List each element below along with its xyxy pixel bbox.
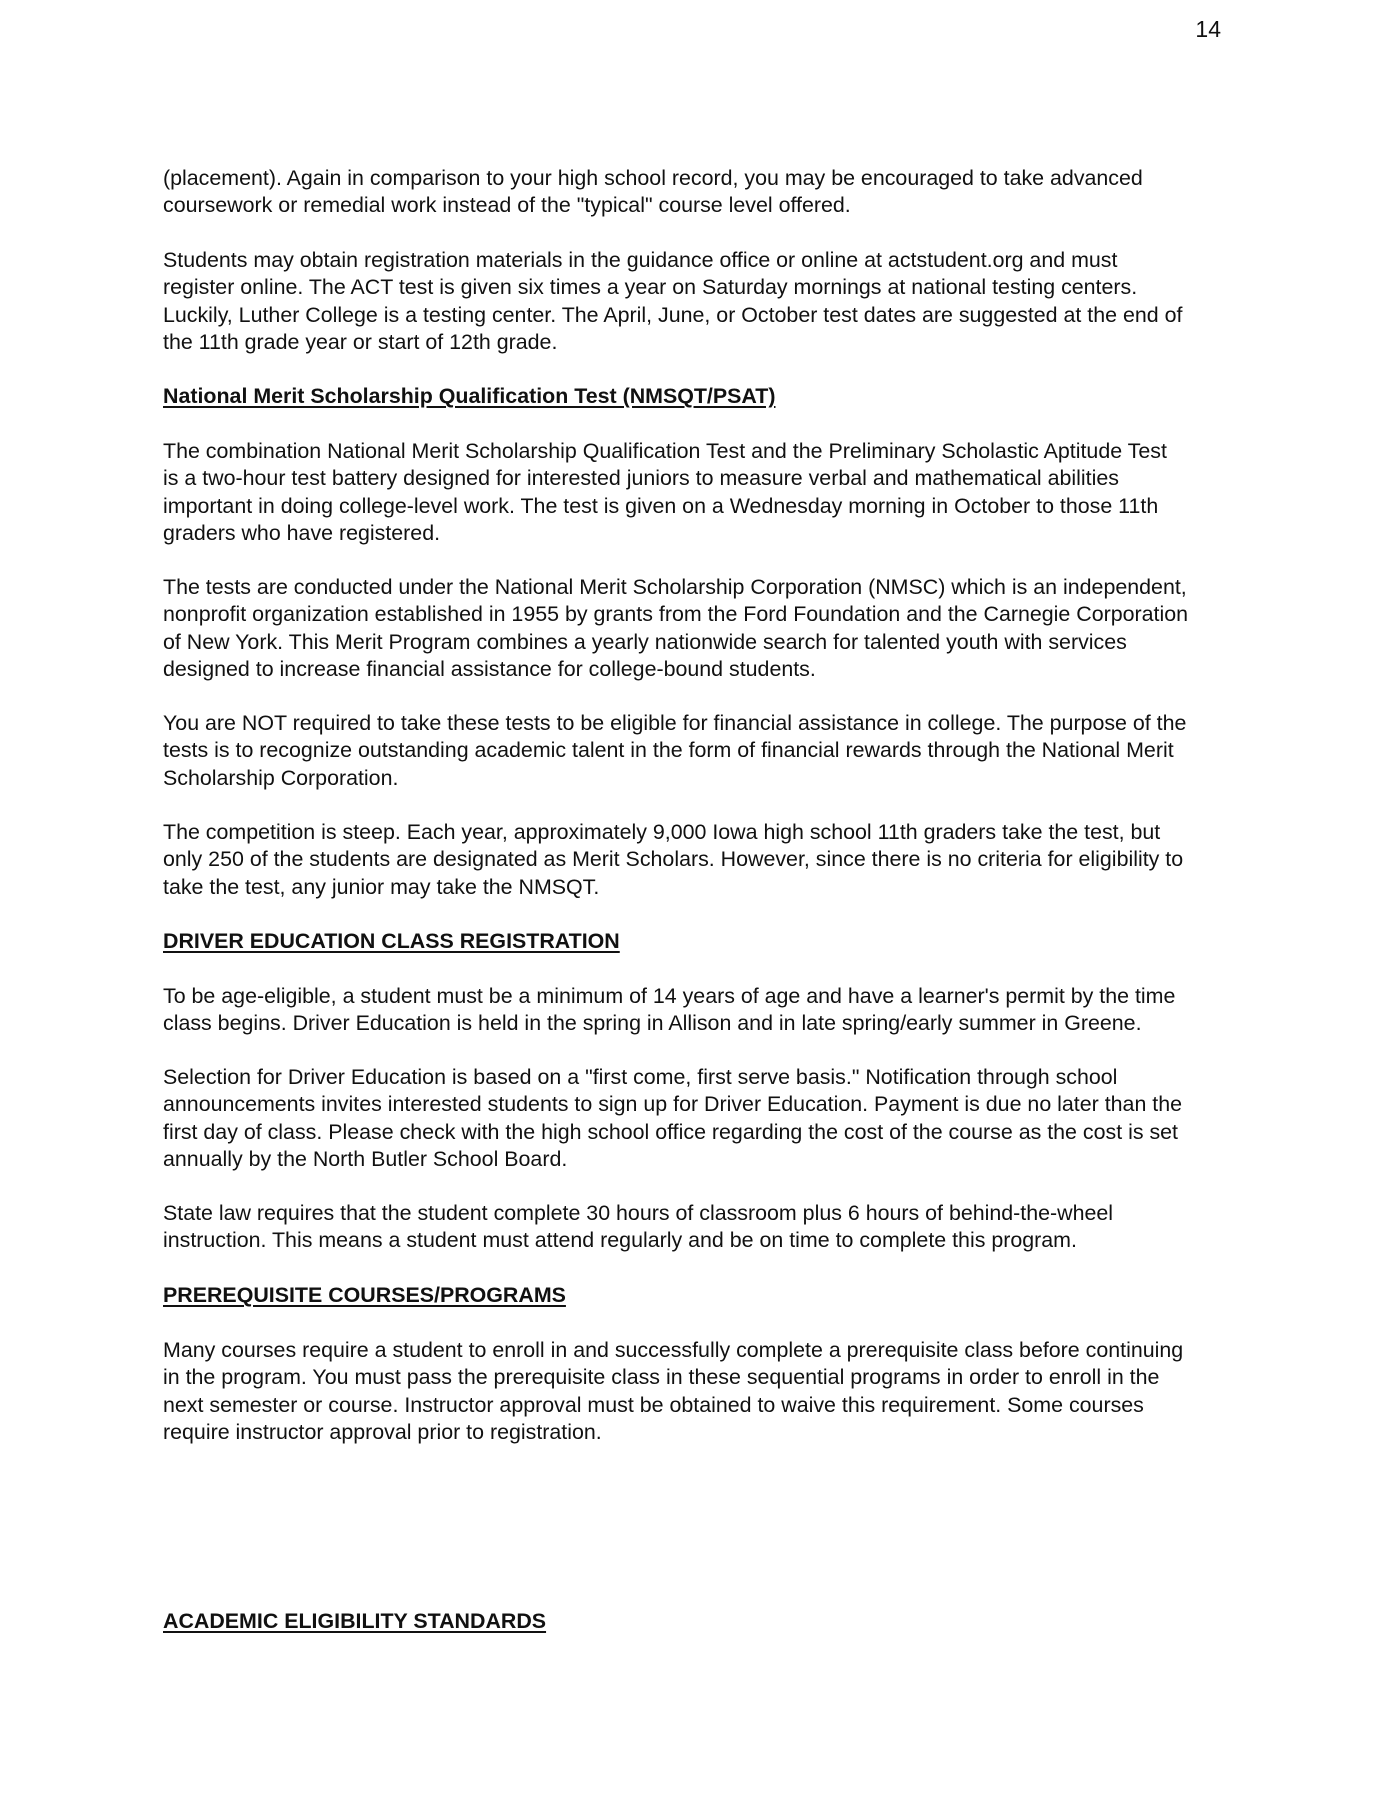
prereq-paragraph: Many courses require a student to enroll in and successfully complete a prerequisite class before continuing in the program. You must pass the prerequisite class in these sequential programs in order to enroll in the next semester or course. Instructor approval must be obtained to waive this requirement. Some courses require instructor approval prior to registration.	[163, 1338, 1184, 1445]
prereq-heading: PREREQUISITE COURSES/PROGRAMS	[163, 1283, 566, 1307]
academic-eligibility-heading: ACADEMIC ELIGIBILITY STANDARDS	[163, 1609, 547, 1633]
driver-law-paragraph: State law requires that the student complete 30 hours of classroom plus 6 hours of behind-the-wheel instruction. This means a student must attend regularly and be on time to complete this program.	[163, 1201, 1114, 1253]
nmsc-paragraph: The tests are conducted under the National Merit Scholarship Corporation (NMSC) which is an independent, nonprofit organization established in 1955 by grants from the Ford Foundation and the Carnegie Corporation of New York. This Merit Program combines a yearly nationwide search for talented youth with services designed to increase financial assistance for college-bound students.	[163, 575, 1189, 682]
registration-paragraph: Students may obtain registration materials in the guidance office or online at actstudent.org and must register online. The ACT test is given six times a year on Saturday mornings at national testing centers. Luckily, Luther College is a testing center. The April, June, or October test dates are suggested at the end of the 11th grade year or start of 12th grade.	[163, 248, 1183, 355]
nmsqt-heading: National Merit Scholarship Qualification Test (NMSQT/PSAT)	[163, 384, 776, 408]
driver-selection-paragraph: Selection for Driver Education is based on a "first come, first serve basis." Notification through school announcements invites interested students to sign up for Driver Education. Payment is due no later than the first day of class. Please check with the high school office regarding the cost of the course as the cost is set annually by the North Butler School Board.	[163, 1065, 1183, 1172]
page-number: 14	[1195, 16, 1221, 42]
driver-age-paragraph: To be age-eligible, a student must be a minimum of 14 years of age and have a learner's permit by the time class begins. Driver Education is held in the spring in Allison and in late spring/early summer in Greene.	[163, 984, 1176, 1036]
competition-paragraph: The competition is steep. Each year, approximately 9,000 Iowa high school 11th graders take the test, but only 250 of the students are designated as Merit Scholars. However, since there is no criteria for eligibility to take the test, any junior may take the NMSQT.	[163, 820, 1184, 899]
nmsqt-intro-paragraph: The combination National Merit Scholarship Qualification Test and the Preliminary Scholastic Aptitude Test is a two-hour test battery designed for interested juniors to measure verbal and mathematical abilities important in doing college-level work. The test is given on a Wednesday morning in October to those 11th graders who have registered.	[163, 439, 1167, 546]
placement-paragraph: (placement). Again in comparison to your high school record, you may be encouraged to take advanced coursework or remedial work instead of the "typical" course level offered.	[163, 166, 1143, 218]
not-required-paragraph: You are NOT required to take these tests to be eligible for financial assistance in college. The purpose of the tests is to recognize outstanding academic talent in the form of financial rewards through the National Merit Scholarship Corporation.	[163, 711, 1187, 790]
driver-ed-heading: DRIVER EDUCATION CLASS REGISTRATION	[163, 929, 620, 953]
